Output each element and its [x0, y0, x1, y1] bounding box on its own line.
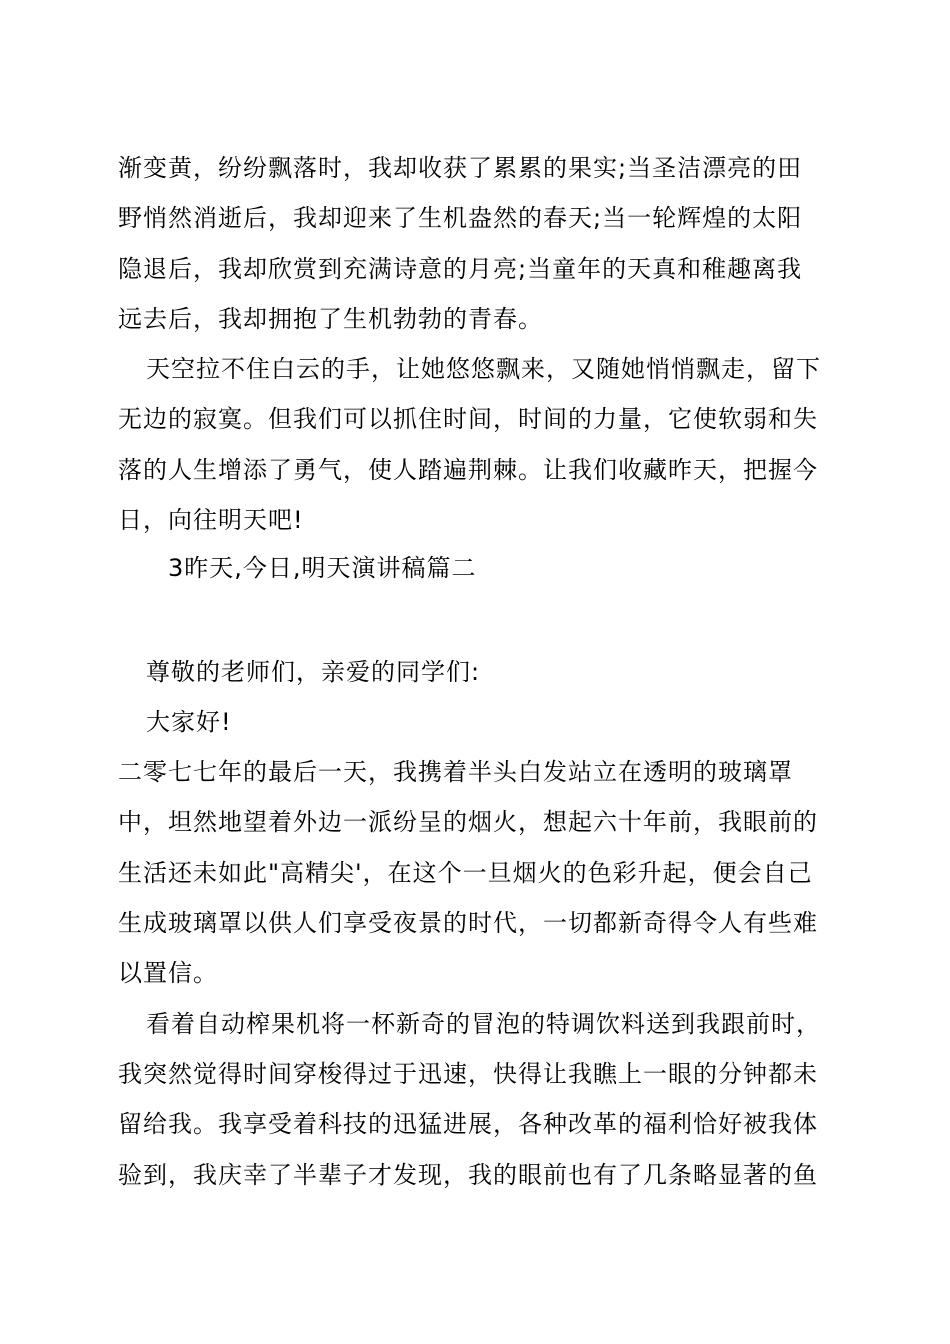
paragraph-start-line: 二零七七年的最后一天，我携着半头白发站立在透明的玻璃罩: [118, 758, 793, 786]
paragraph-start-line: 看着自动榨果机将一杯新奇的冒泡的特调饮料送到我跟前时，: [146, 1010, 821, 1038]
text-line: 隐退后，我却欣赏到充满诗意的月亮;当童年的天真和稚趣离我: [118, 255, 803, 283]
salutation: 尊敬的老师们，亲爱的同学们:: [146, 658, 481, 686]
text-line: 无边的寂寞。但我们可以抓住时间，时间的力量，它使软弱和失: [118, 405, 818, 433]
text-line: 日，向往明天吧!: [118, 506, 304, 534]
text-line: 留给我。我享受着科技的迅猛进展，各种改革的福利恰好被我体: [118, 1110, 818, 1138]
text-line: 渐变黄，纷纷飘落时，我却收获了累累的果实;当圣洁漂亮的田: [118, 154, 803, 182]
text-line: 以置信。: [118, 959, 218, 987]
text-line: 野悄然消逝后，我却迎来了生机盎然的春天;当一轮辉煌的太阳: [118, 204, 803, 232]
text-line: 中，坦然地望着外边一派纷呈的烟火，想起六十年前，我眼前的: [118, 808, 818, 836]
paragraph-start-line: 天空拉不住白云的手，让她悠悠飘来，又随她悄悄飘走，留下: [146, 355, 821, 383]
text-line: 我突然觉得时间穿梭得过于迅速，快得让我瞧上一眼的分钟都未: [118, 1060, 818, 1088]
text-line: 落的人生增添了勇气，使人踏遍荆棘。让我们收藏昨天，把握今: [118, 456, 818, 484]
text-line: 生活还未如此"高精尖'，在这个一旦烟火的色彩升起，便会自己: [118, 859, 813, 887]
section-heading: 3昨天,今日,明天演讲稿篇二: [168, 554, 477, 582]
text-line: 生成玻璃罩以供人们享受夜景的时代，一切都新奇得令人有些难: [118, 909, 818, 937]
text-line: 远去后，我却拥抱了生机勃勃的青春。: [118, 305, 543, 333]
text-line: 验到，我庆幸了半辈子才发现，我的眼前也有了几条略显著的鱼: [118, 1161, 818, 1189]
greeting: 大家好!: [146, 708, 232, 736]
